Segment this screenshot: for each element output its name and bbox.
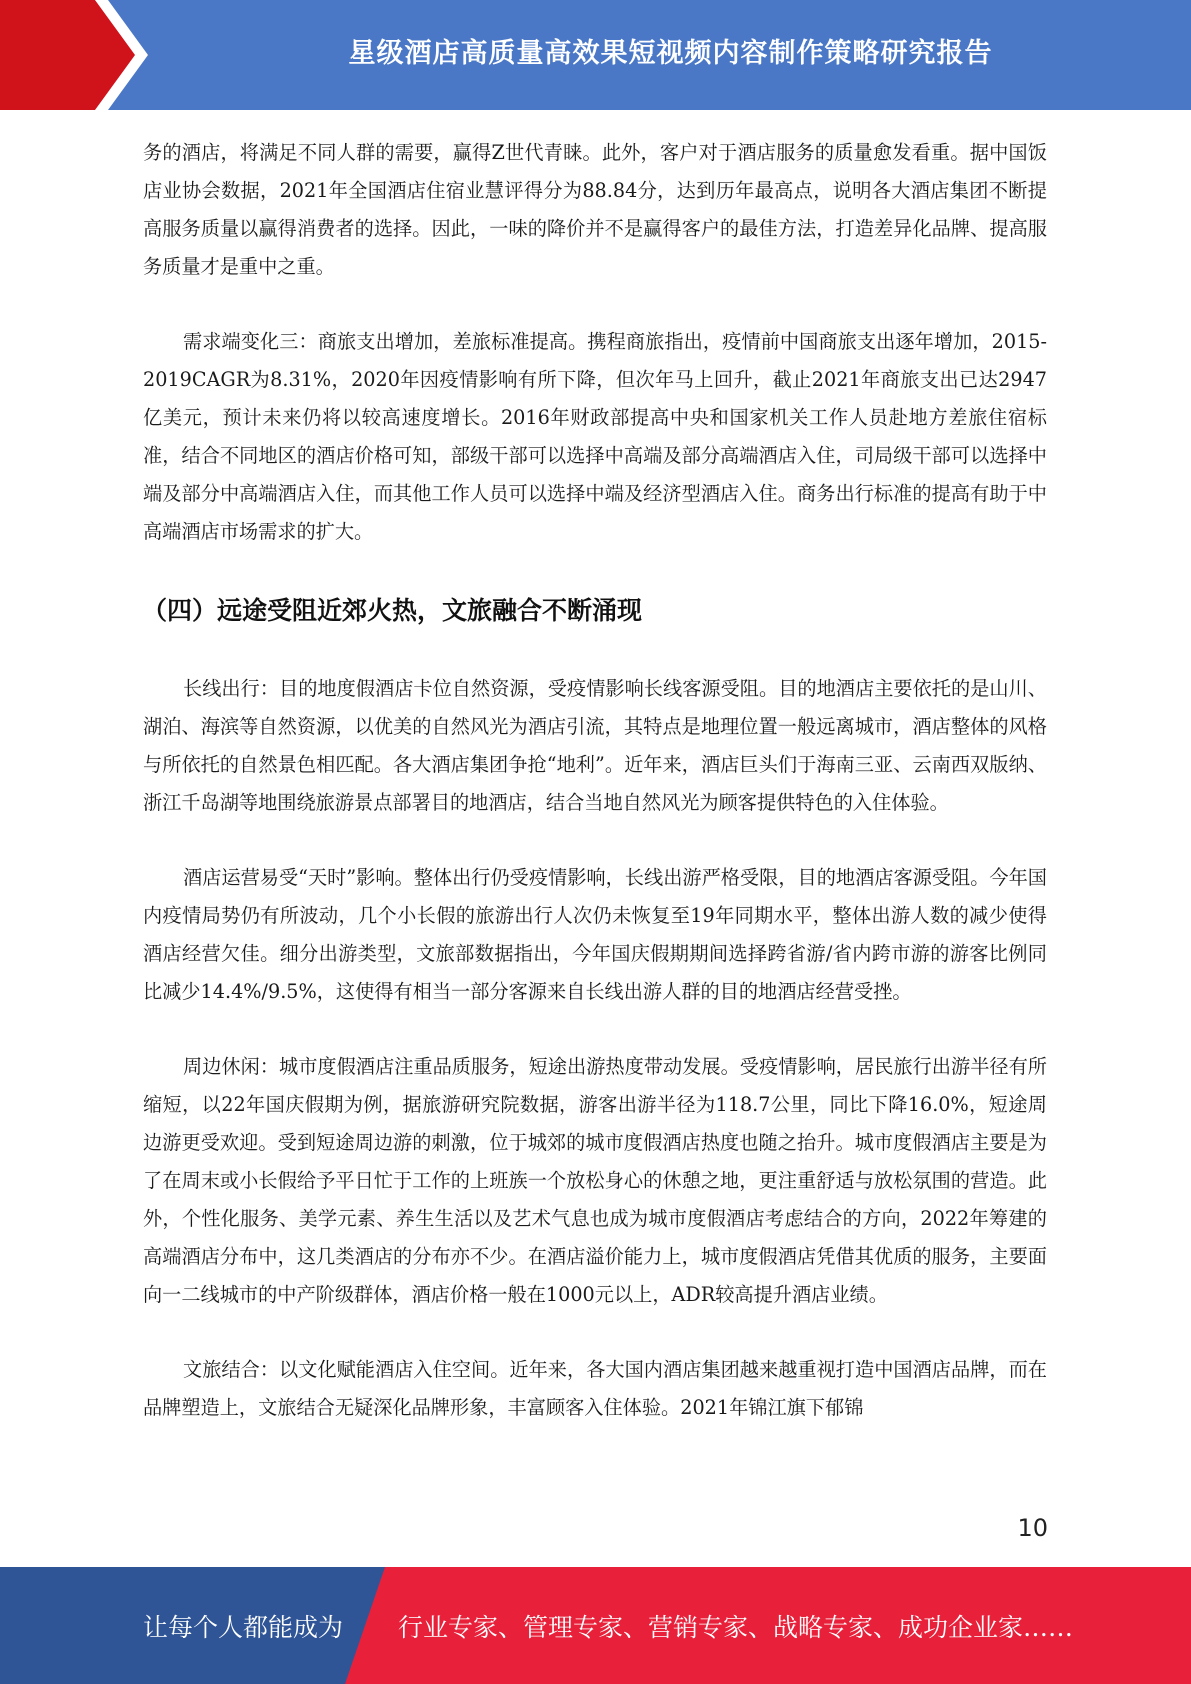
paragraph: 务的酒店，将满足不同人群的需要，赢得Z世代青睐。此外，客户对于酒店服务的质量愈发看重。据中国饭店业协会数据，2021年全国酒店住宿业慧评得分为88.84分，达到历年最高点，说明各大酒店集团不断提高服务质量以赢得消费者的选择。因此，一味的降价并不是赢得客户的最佳方法，打造差异化品牌、提高服务质量才是重中之重。 <box>143 141 1047 278</box>
footer-slogan-right: 行业专家、管理专家、营销专家、战略专家、成功企业家…… <box>398 1612 1074 1642</box>
footer-slogan-left: 让每个人都能成为 <box>143 1612 344 1642</box>
page-number: 10 <box>1017 1514 1048 1542</box>
section-heading: （四）远途受阻近郊火热，文旅融合不断涌现 <box>142 596 643 625</box>
paragraph: 文旅结合：以文化赋能酒店入住空间。近年来，各大国内酒店集团越来越重视打造中国酒店品牌，而在品牌塑造上，文旅结合无疑深化品牌形象，丰富顾客入住体验。2021年锦江旗下郁锦 <box>143 1358 1047 1419</box>
paragraph: 长线出行：目的地度假酒店卡位自然资源，受疫情影响长线客源受阻。目的地酒店主要依托的是山川、湖泊、海滨等自然资源，以优美的自然风光为酒店引流，其特点是地理位置一般远离城市，酒店整体的风格与所依托的自然景色相匹配。各大酒店集团争抢“地利”。近年来，酒店巨头们于海南三亚、云南西双版纳、浙江千岛湖等地围绕旅游景点部署目的地酒店，结合当地自然风光为顾客提供特色的入住体验。 <box>143 677 1047 814</box>
paragraph: 酒店运营易受“天时”影响。整体出行仍受疫情影响，长线出游严格受限，目的地酒店客源受阻。今年国内疫情局势仍有所波动，几个小长假的旅游出行人次仍未恢复至19年同期水平，整体出游人数的减少使得酒店经营欠佳。细分出游类型，文旅部数据指出，今年国庆假期期间选择跨省游/省内跨市游的游客比例同比减少14.4%/9.5%，这使得有相当一部分客源来自长线出游人群的目的地酒店经营受挫。 <box>143 866 1047 1003</box>
page-header <box>0 0 1191 110</box>
page-footer <box>0 1567 1191 1684</box>
document-body <box>143 134 1047 1464</box>
report-title: 星级酒店高质量高效果短视频内容制作策略研究报告 <box>348 37 993 69</box>
paragraph: 周边休闲：城市度假酒店注重品质服务，短途出游热度带动发展。受疫情影响，居民旅行出游半径有所缩短，以22年国庆假期为例，据旅游研究院数据，游客出游半径为118.7公里，同比下降16.0%，短途周边游更受欢迎。受到短途周边游的刺激，位于城郊的城市度假酒店热度也随之抬升。城市度假酒店主要是为了在周末或小长假给予平日忙于工作的上班族一个放松身心的休憩之地，更注重舒适与放松氛围的营造。此外，个性化服务、美学元素、养生生活以及艺术气息也成为城市度假酒店考虑结合的方向，2022年筹建的高端酒店分布中，这几类酒店的分布亦不少。在酒店溢价能力上，城市度假酒店凭借其优质的服务，主要面向一二线城市的中产阶级群体，酒店价格一般在1000元以上，ADR较高提升酒店业绩。 <box>143 1055 1047 1306</box>
paragraph: 需求端变化三：商旅支出增加，差旅标准提高。携程商旅指出，疫情前中国商旅支出逐年增加，2015-2019CAGR为8.31%，2020年因疫情影响有所下降，但次年马上回升，截止2021年商旅支出已达2947亿美元，预计未来仍将以较高速度增长。2016年财政部提高中央和国家机关工作人员赴地方差旅住宿标准，结合不同地区的酒店价格可知，部级干部可以选择中高端及部分高端酒店入住，司局级干部可以选择中端及部分中高端酒店入住，而其他工作人员可以选择中端及经济型酒店入住。商务出行标准的提高有助于中高端酒店市场需求的扩大。 <box>143 330 1047 543</box>
